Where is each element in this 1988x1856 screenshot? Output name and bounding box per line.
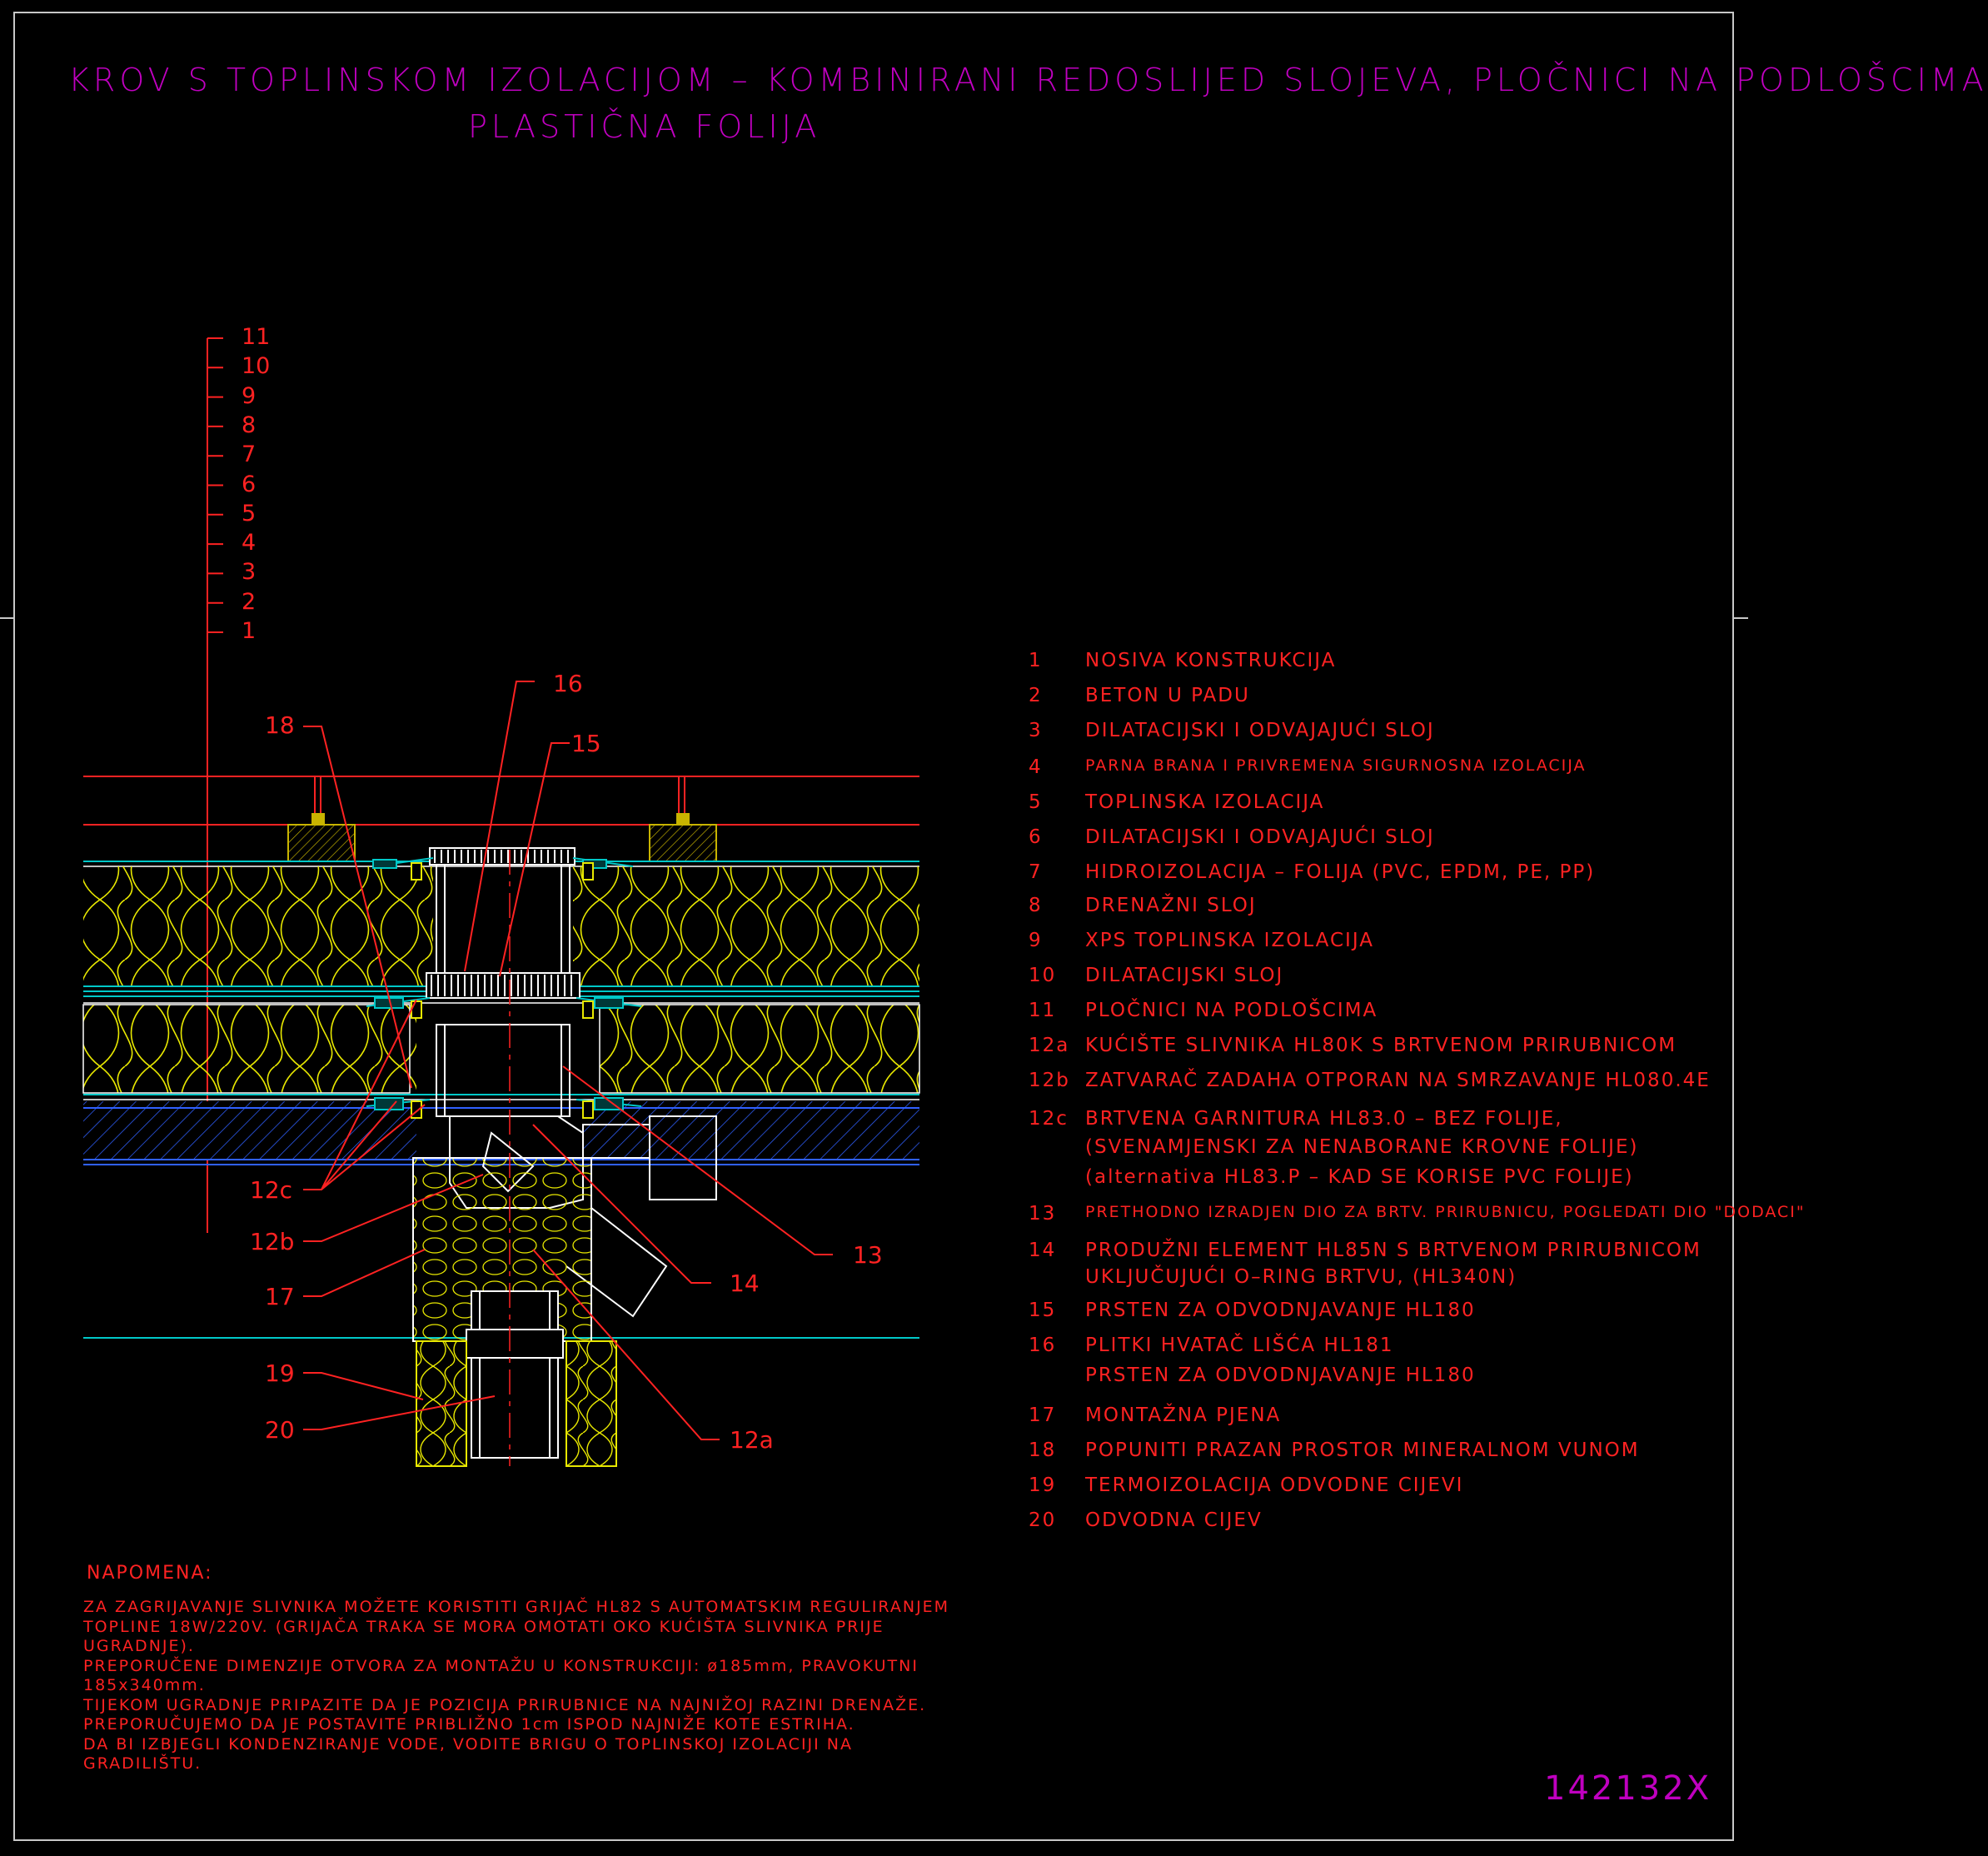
note-line: PREPORUČUJEMO DA JE POSTAVITE PRIBLIŽNO 1cm ISPOD NAJNIŽE KOTE ESTRIHA. — [83, 1715, 855, 1734]
thermal-insulation-layer — [83, 1005, 919, 1100]
callout-14: 14 — [730, 1270, 760, 1297]
title-line-1: KROV S TOPLINSKOM IZOLACIJOM – KOMBINIRANI REDOSLIJED SLOJEVA, PLOČNICI NA PODLOŠCIMA — [68, 62, 1988, 98]
legend-number: 20 — [1029, 1509, 1057, 1531]
layer-scale-label: 6 — [242, 471, 257, 497]
legend-text: HIDROIZOLACIJA – FOLIJA (PVC, EPDM, PE, PP) — [1085, 861, 1596, 883]
callout-19: 19 — [265, 1360, 295, 1387]
legend-text: UKLJUČUJUĆI O–RING BRTVU, (HL340N) — [1085, 1266, 1517, 1288]
note-line: GRADILIŠTU. — [83, 1754, 202, 1773]
legend-text: ODVODNA CIJEV — [1085, 1509, 1263, 1531]
legend-number: 4 — [1029, 756, 1043, 778]
callout-20: 20 — [265, 1416, 295, 1444]
layer-scale — [207, 338, 223, 1233]
layer-scale-label: 5 — [242, 500, 257, 526]
legend-text: NOSIVA KONSTRUKCIJA — [1085, 650, 1337, 671]
layer-scale-label: 11 — [242, 324, 271, 350]
note-line: PREPORUČENE DIMENZIJE OTVORA ZA MONTAŽU U KONSTRUKCIJI: ø185mm, PRAVOKUTNI — [83, 1656, 919, 1675]
paver-pedestal-right — [650, 813, 716, 861]
legend-text: ZATVARAČ ZADAHA OTPORAN NA SMRZAVANJE HL080.4E — [1085, 1070, 1711, 1091]
legend-text: (alternativa HL83.P – KAD SE KORISE PVC FOLIJE) — [1085, 1166, 1634, 1188]
note-line: 185x340mm. — [83, 1676, 206, 1694]
layer-scale-label: 4 — [242, 530, 257, 556]
callout-12c: 12c — [250, 1176, 293, 1204]
legend-text: MONTAŽNA PJENA — [1085, 1404, 1282, 1426]
legend-number: 5 — [1029, 791, 1043, 813]
legend-number: 11 — [1029, 1000, 1057, 1021]
legend-text: DILATACIJSKI I ODVAJAJUĆI SLOJ — [1085, 826, 1435, 848]
legend-text: DILATACIJSKI I ODVAJAJUĆI SLOJ — [1085, 720, 1435, 741]
legend-text: PLOČNICI NA PODLOŠCIMA — [1085, 1000, 1378, 1021]
note-line: TIJEKOM UGRADNJE PRIPAZITE DA JE POZICIJA PRIRUBNICE NA NAJNIŽOJ RAZINI DRENAŽE. — [83, 1695, 927, 1714]
legend-text: PLITKI HVATAČ LIŠĆA HL181 — [1085, 1335, 1394, 1356]
legend-number: 6 — [1029, 826, 1043, 848]
layer-scale-label: 1 — [242, 618, 257, 644]
legend-text: TERMOIZOLACIJA ODVODNE CIJEVI — [1085, 1474, 1464, 1496]
legend-text: PRODUŽNI ELEMENT HL85N S BRTVENOM PRIRUBNICOM — [1085, 1240, 1702, 1261]
legend-number: 1 — [1029, 650, 1043, 671]
title-line-2: PLASTIČNA FOLIJA — [468, 108, 821, 145]
legend-number: 9 — [1029, 930, 1043, 951]
legend-text: PRSTEN ZA ODVODNJAVANJE HL180 — [1085, 1300, 1476, 1321]
callout-15: 15 — [571, 730, 601, 757]
callout-13: 13 — [853, 1241, 883, 1269]
layer-scale-label: 7 — [242, 442, 257, 468]
legend-number: 16 — [1029, 1335, 1057, 1356]
callout-16: 16 — [553, 670, 583, 697]
legend-number: 12c — [1029, 1108, 1069, 1130]
callout-17: 17 — [265, 1283, 295, 1310]
legend-number: 13 — [1029, 1203, 1057, 1225]
legend-text: PRSTEN ZA ODVODNJAVANJE HL180 — [1085, 1365, 1476, 1386]
legend-text: BETON U PADU — [1085, 685, 1250, 706]
legend-number: 7 — [1029, 861, 1043, 883]
note-line: TOPLINE 18W/220V. (GRIJAČA TRAKA SE MORA OMOTATI OKO KUĆIŠTA SLIVNIKA PRIJE — [83, 1617, 884, 1636]
legend-number: 8 — [1029, 895, 1043, 916]
legend-text: PARNA BRANA I PRIVREMENA SIGURNOSNA IZOLACIJA — [1085, 756, 1587, 775]
callout-18: 18 — [265, 711, 295, 739]
legend-text: PRETHODNO IZRADJEN DIO ZA BRTV. PRIRUBNICU, POGLEDATI DIO "DODACI" — [1085, 1203, 1806, 1221]
legend-number: 19 — [1029, 1474, 1057, 1496]
layer-scale-label: 2 — [242, 588, 257, 615]
legend-text: DILATACIJSKI SLOJ — [1085, 965, 1284, 986]
legend-text: (SVENAMJENSKI ZA NENABORANE KROVNE FOLIJE) — [1085, 1136, 1639, 1158]
legend-text: TOPLINSKA IZOLACIJA — [1085, 791, 1325, 813]
note-line: ZA ZAGRIJAVANJE SLIVNIKA MOŽETE KORISTITI GRIJAČ HL82 S AUTOMATSKIM REGULIRANJEM — [83, 1598, 950, 1616]
note-line: UGRADNJE). — [83, 1637, 195, 1655]
drawing-code: 142132X — [1544, 1769, 1712, 1808]
legend-number: 2 — [1029, 685, 1043, 706]
callout-12b: 12b — [250, 1228, 295, 1255]
legend-number: 14 — [1029, 1240, 1057, 1261]
note-line: DA BI IZBJEGLI KONDENZIRANJE VODE, VODITE BRIGU O TOPLINSKOJ IZOLACIJI NA — [83, 1734, 853, 1754]
layer-scale-label: 3 — [242, 559, 257, 586]
legend-number: 10 — [1029, 965, 1057, 986]
legend-number: 12b — [1029, 1070, 1070, 1091]
legend-text: BRTVENA GARNITURA HL83.0 – BEZ FOLIJE, — [1085, 1108, 1563, 1130]
legend-text: POPUNITI PRAZAN PROSTOR MINERALNOM VUNOM — [1085, 1439, 1640, 1461]
callout-12a: 12a — [730, 1426, 774, 1454]
legend-number: 12a — [1029, 1035, 1070, 1056]
layer-scale-label: 8 — [242, 412, 257, 438]
legend-text: DRENAŽNI SLOJ — [1085, 895, 1257, 916]
legend-number: 17 — [1029, 1404, 1057, 1426]
legend-number: 18 — [1029, 1439, 1057, 1461]
legend-number: 15 — [1029, 1300, 1057, 1321]
layer-scale-label: 9 — [242, 382, 257, 409]
layer-scale-label: 10 — [242, 353, 271, 380]
note-title: NAPOMENA: — [87, 1563, 213, 1584]
legend-number: 3 — [1029, 720, 1043, 741]
legend-text: XPS TOPLINSKA IZOLACIJA — [1085, 930, 1374, 951]
legend-text: KUĆIŠTE SLIVNIKA HL80K S BRTVENOM PRIRUBNICOM — [1085, 1035, 1677, 1056]
